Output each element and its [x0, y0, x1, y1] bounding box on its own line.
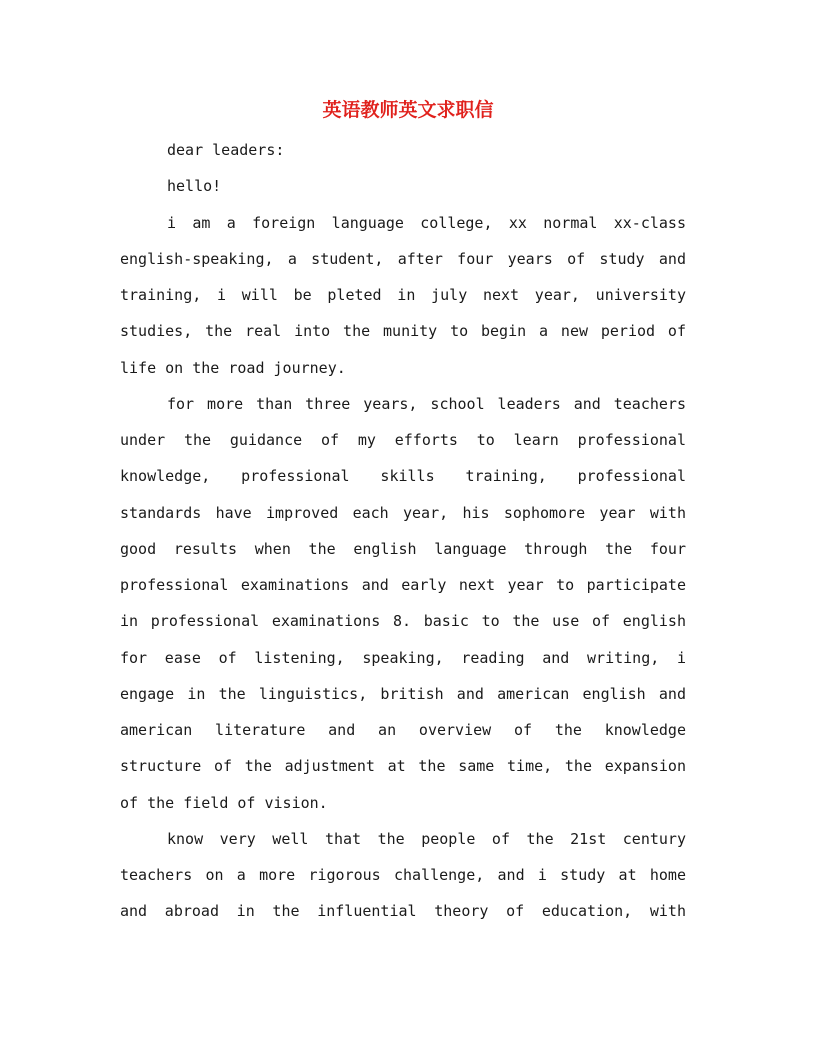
paragraph-line: professional examinations and early next year to participate	[120, 576, 686, 594]
document-body	[120, 132, 686, 930]
paragraph-line: for ease of listening, speaking, reading and writing, i	[120, 648, 686, 667]
paragraph-line: training, i will be pleted in july next year, university	[120, 286, 686, 304]
paragraph-line: american literature and an overview of the knowledge	[120, 721, 686, 739]
paragraph-line: english-speaking, a student, after four years of study and	[120, 249, 686, 268]
paragraph-line: teachers on a more rigorous challenge, and i study at home	[120, 866, 686, 884]
document-title: 英语教师英文求职信	[322, 99, 494, 121]
paragraph-line: in professional examinations 8. basic to the use of english	[120, 612, 686, 631]
paragraph-line: studies, the real into the munity to begin a new period of	[120, 322, 686, 341]
paragraph-2	[120, 386, 686, 821]
paragraph-3	[120, 821, 686, 930]
paragraph-line: for more than three years, school leaders and teachers	[167, 394, 686, 413]
paragraph-line: life on the road journey.	[120, 358, 346, 377]
greeting-line: dear leaders:	[167, 141, 285, 159]
paragraph-line: of the field of vision.	[120, 793, 328, 812]
paragraph-line: engage in the linguistics, british and american english and	[120, 684, 686, 703]
paragraph-line: good results when the english language through the four	[120, 539, 686, 558]
salutation-line: hello!	[167, 177, 222, 196]
paragraph-1	[120, 205, 686, 386]
paragraph-line: standards have improved each year, his sophomore year with	[120, 503, 686, 522]
paragraph-line: and abroad in the influential theory of education, with	[120, 902, 686, 921]
paragraph-line: structure of the adjustment at the same time, the expansion	[120, 757, 686, 776]
paragraph-line: i am a foreign language college, xx normal xx-class	[167, 213, 686, 232]
paragraph-line: knowledge, professional skills training, professional	[120, 467, 686, 486]
paragraph-line: know very well that the people of the 21st century	[167, 829, 686, 848]
paragraph-line: under the guidance of my efforts to learn professional	[120, 431, 686, 449]
